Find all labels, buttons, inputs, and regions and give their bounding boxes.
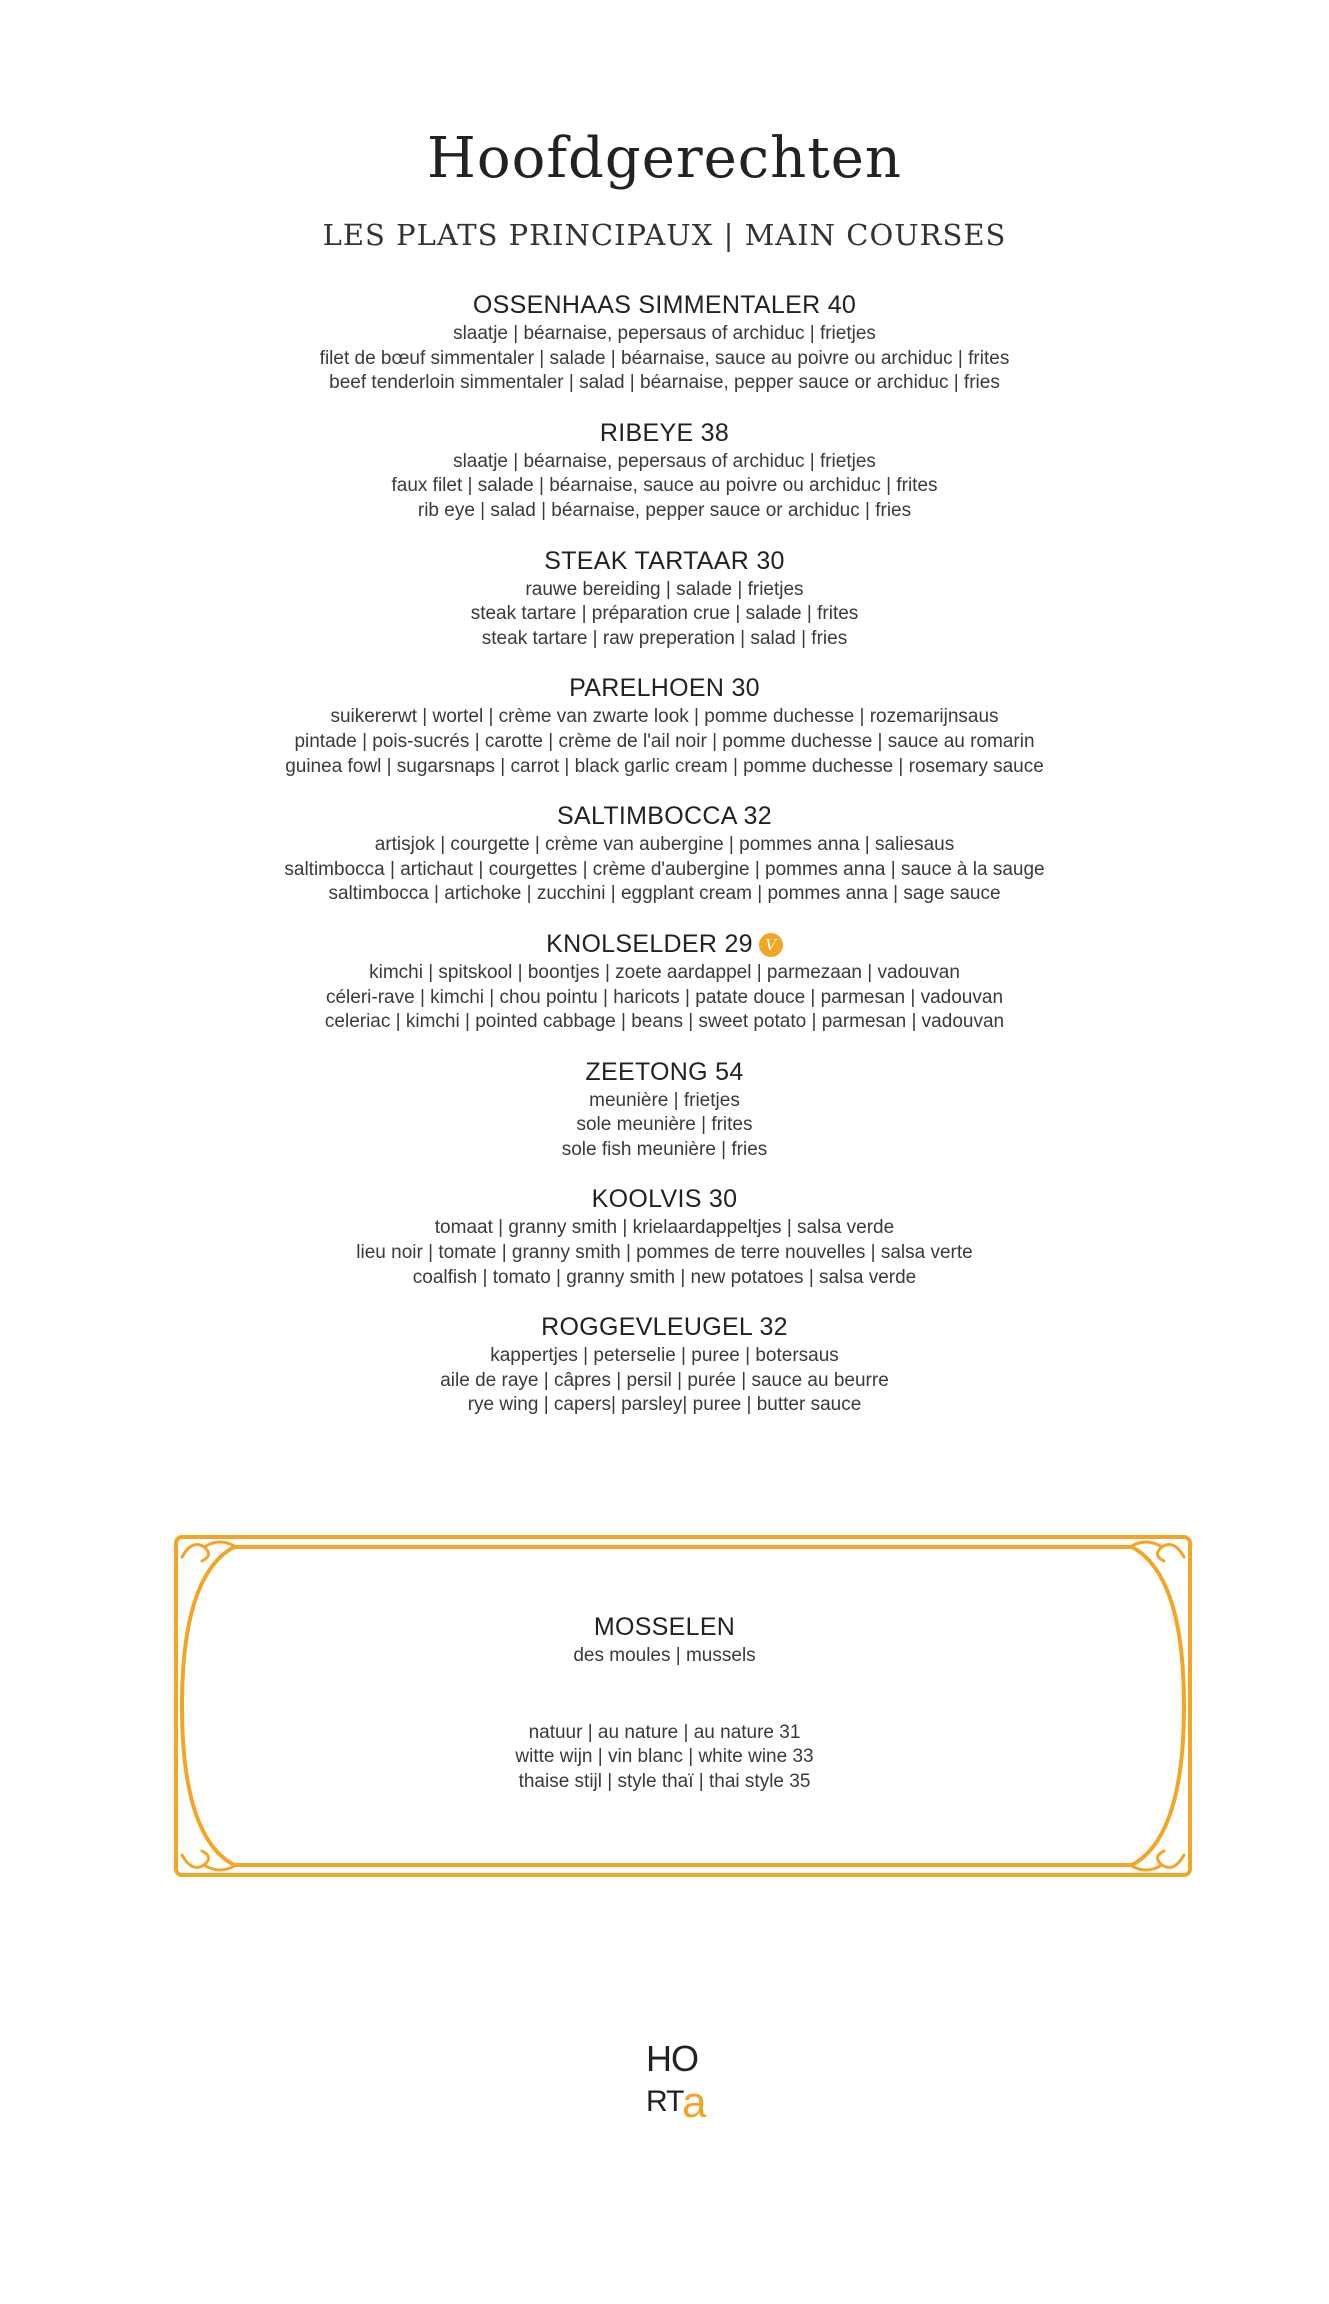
dish-description-nl: meunière | frietjes [589, 1089, 740, 1111]
dish-description-fr: pintade | pois-sucrés | carotte | crème de l'ail noir | pomme duchesse | sauce au romarin [294, 730, 1035, 752]
vegetarian-icon: V [759, 933, 783, 957]
dish-name: STEAK TARTAAR 30 [544, 546, 785, 575]
dish-description-fr: aile de raye | câpres | persil | purée | sauce au beurre [440, 1369, 889, 1391]
dish-list [0, 288, 1329, 1438]
page-title: Hoofdgerechten [427, 126, 902, 191]
dish-name: OSSENHAAS SIMMENTALER 40 [472, 291, 857, 319]
dish-description-nl: slaatje | béarnaise, pepersaus of archiduc | frietjes [453, 450, 876, 472]
dish-name: SALTIMBOCCA 32 [557, 802, 772, 831]
dish-name: KNOLSELDER 29 [546, 929, 753, 958]
dish-description-fr: saltimbocca | artichaut | courgettes | crème d'aubergine | pommes anna | sauce à la sauge [284, 858, 1045, 880]
dish-description-nl: artisjok | courgette | crème van aubergine | pommes anna | saliesaus [374, 834, 955, 856]
dish-name: RIBEYE 38 [599, 418, 730, 447]
dish-description-en: guinea fowl | sugarsnaps | carrot | black garlic cream | pomme duchesse | rosemary sauce [285, 755, 1044, 777]
dish-description-en: rye wing | capers| parsley| puree | butter sauce [467, 1394, 862, 1416]
dish-description-en: steak tartare | raw preperation | salad | fries [481, 627, 848, 649]
mussels-option: thaise stijl | style thaï | thai style 35 [518, 1770, 811, 1792]
dish-item [0, 1055, 1329, 1163]
dish-description-en: saltimbocca | artichoke | zucchini | eggplant cream | pommes anna | sage sauce [328, 883, 1001, 905]
dish-description-nl: rauwe bereiding | salade | frietjes [525, 578, 804, 600]
dish-description-fr: sole meunière | frites [576, 1114, 753, 1136]
dish-description-nl: suikererwt | wortel | crème van zwarte look | pomme duchesse | rozemarijnsaus [330, 706, 999, 728]
dish-description-fr: filet de bœuf simmentaler | salade | béarnaise, sauce au poivre ou archiduc | frites [319, 347, 1010, 369]
dish-item [0, 1182, 1329, 1290]
dish-description-en: beef tenderloin simmentaler | salad | béarnaise, pepper sauce or archiduc | fries [329, 372, 1000, 394]
dish-name: ROGGEVLEUGEL 32 [541, 1313, 788, 1342]
dish-item [0, 927, 1329, 1035]
mussels-option: witte wijn | vin blanc | white wine 33 [515, 1746, 814, 1768]
dish-item [0, 544, 1329, 652]
dish-description-en: sole fish meunière | fries [561, 1138, 768, 1160]
dish-description-en: rib eye | salad | béarnaise, pepper sauce or archiduc | fries [417, 499, 912, 521]
dish-description-fr: lieu noir | tomate | granny smith | pommes de terre nouvelles | salsa verte [356, 1242, 973, 1264]
mussels-option: natuur | au nature | au nature 31 [528, 1721, 801, 1743]
dish-name: KOOLVIS 30 [591, 1185, 738, 1214]
mussels-section [0, 1610, 1329, 1794]
dish-name: PARELHOEN 30 [569, 674, 760, 703]
dish-description-fr: faux filet | salade | béarnaise, sauce au poivre ou archiduc | frites [391, 475, 938, 497]
logo-accent-letter: a [682, 2078, 707, 2123]
dish-description-nl: tomaat | granny smith | krielaardappeltjes | salsa verde [434, 1217, 895, 1239]
dish-item [0, 416, 1329, 524]
dish-item [0, 1310, 1329, 1418]
dish-item [0, 671, 1329, 779]
dish-item [0, 288, 1329, 396]
mussels-subtitle: des moules | mussels [573, 1645, 756, 1666]
dish-description-en: celeriac | kimchi | pointed cabbage | beans | sweet potato | parmesan | vadouvan [324, 1011, 1005, 1033]
dish-name: ZEETONG 54 [585, 1057, 744, 1086]
dish-description-nl: kappertjes | peterselie | puree | botersaus [490, 1345, 839, 1367]
dish-description-en: coalfish | tomato | granny smith | new potatoes | salsa verde [412, 1266, 917, 1288]
logo-text-top: HO [646, 2038, 698, 2079]
dish-name-row [0, 927, 1329, 961]
dish-description-fr: céleri-rave | kimchi | chou pointu | haricots | patate douce | parmesan | vadouvan [325, 986, 1004, 1008]
mussels-name: MOSSELEN [593, 1613, 736, 1641]
horta-logo [646, 2033, 716, 2123]
page-subtitle: LES PLATS PRINCIPAUX | MAIN COURSES [322, 218, 1007, 252]
dish-description-nl: kimchi | spitskool | boontjes | zoete aardappel | parmezaan | vadouvan [369, 961, 960, 983]
dish-description-fr: steak tartare | préparation crue | salade | frites [470, 603, 859, 625]
logo-text-bottom: RT [646, 2085, 684, 2118]
dish-description-nl: slaatje | béarnaise, pepersaus of archiduc | frietjes [453, 323, 876, 344]
dish-item [0, 799, 1329, 907]
